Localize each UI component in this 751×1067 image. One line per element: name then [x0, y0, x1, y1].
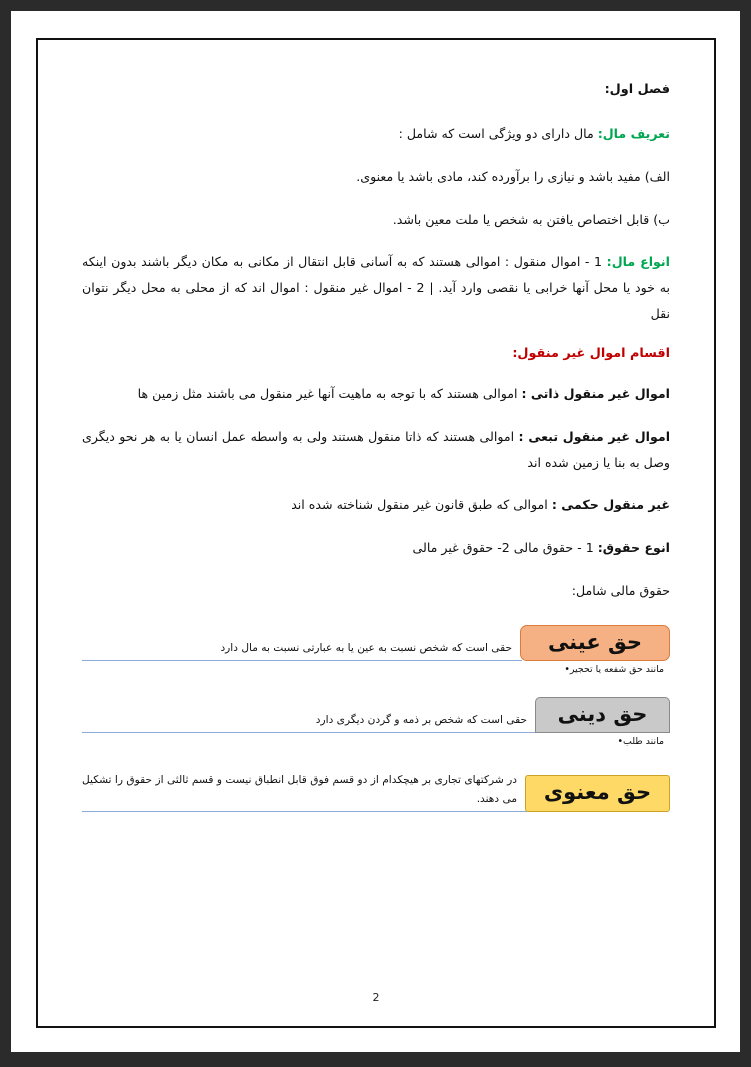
text-subordinate-immovable: اموالی هستند که ذاتا منقول هستند ولی به واسطه عمل انسان یا به هر نحو دیگری وصل به بنا یا زمین شده اند	[82, 428, 670, 470]
label-definition-of-property: تعریف مال:	[597, 126, 670, 141]
callout-haq-manavi	[82, 771, 670, 811]
callout-haq-eyni	[82, 625, 670, 675]
heading-immovable-categories: اقسام اموال غیر منقول:	[512, 345, 670, 361]
callout-row	[82, 771, 670, 811]
callout-badge-haq-manavi: حق معنوی	[525, 775, 670, 811]
paragraph-legal-immovable	[82, 492, 670, 518]
paragraph-intrinsic-immovable	[82, 381, 670, 407]
label-types-of-property: انواع مال:	[606, 254, 670, 270]
callout-haq-dini	[82, 697, 670, 747]
label-legal-immovable: غیر منقول حکمی :	[551, 497, 670, 513]
callout-group	[82, 625, 670, 812]
callout-row	[82, 697, 670, 733]
callout-badge-haq-eyni: حق عینی	[520, 625, 670, 661]
paragraph-financial-rights-intro: حقوق مالی شامل:	[571, 582, 670, 598]
callout-description-haq-eyni: حقی است که شخص نسبت به عین یا به عبارتی نسبت به مال دارد	[82, 639, 522, 662]
callout-row	[82, 625, 670, 661]
paragraph-subordinate-immovable	[82, 424, 670, 476]
label-types-of-rights: انوع حقوق:	[597, 540, 670, 556]
text-types-of-rights: 1 - حقوق مالی 2- حقوق غیر مالی	[412, 540, 598, 556]
callout-note-haq-dini: مانند طلب•	[617, 736, 664, 748]
label-subordinate-immovable: اموال غیر منقول تبعی :	[518, 428, 671, 444]
page-frame	[36, 38, 716, 1028]
paragraph-item-be: ب) قابل اختصاص یافتن به شخص یا ملت معین باشد.	[392, 211, 670, 227]
callout-description-haq-dini: حقی است که شخص بر ذمه و گردن دیگری دارد	[82, 711, 537, 734]
chapter-title: فصل اول:	[604, 82, 670, 97]
callout-badge-haq-dini: حق دینی	[535, 697, 670, 733]
page-number: 2	[372, 991, 380, 1004]
callout-note-haq-eyni: مانند حق شفعه یا تحجیر•	[564, 664, 664, 676]
paragraph-definition	[82, 121, 670, 147]
page-sheet	[11, 11, 740, 1052]
paragraph-types-of-property	[82, 249, 670, 326]
text-intrinsic-immovable: اموالی هستند که با توجه به ماهیت آنها غیر منقول می باشند مثل زمین ها	[137, 385, 522, 401]
text-definition-of-property: مال دارای دو ویژگی است که شامل :	[398, 126, 598, 141]
document-body	[38, 40, 714, 1026]
paragraph-types-of-rights	[82, 535, 670, 561]
label-intrinsic-immovable: اموال غیر منقول ذاتی :	[521, 385, 670, 401]
text-types-of-property: 1 - اموال منقول : اموالی هستند که به آسانی قابل انتقال از مکانی به مکان دیگر باشند بدون اینکه به خود یا محل آنها خرابی یا نقصی وارد آید. | 2 - اموال غیر منقول : اموال اند که از محلی به محل دیگر نتوان نقل	[82, 254, 670, 322]
callout-description-haq-manavi: در شرکتهای تجاری بر هیچکدام از دو قسم فوق قابل انطباق نیست و قسم ثالثی از حقوق را تشکیل می دهند.	[82, 771, 527, 811]
text-legal-immovable: اموالی که طبق قانون غیر منقول شناخته شده اند	[291, 497, 552, 513]
paragraph-item-alef: الف) مفید باشد و نیازی را برآورده کند، مادی باشد یا معنوی.	[356, 168, 670, 184]
